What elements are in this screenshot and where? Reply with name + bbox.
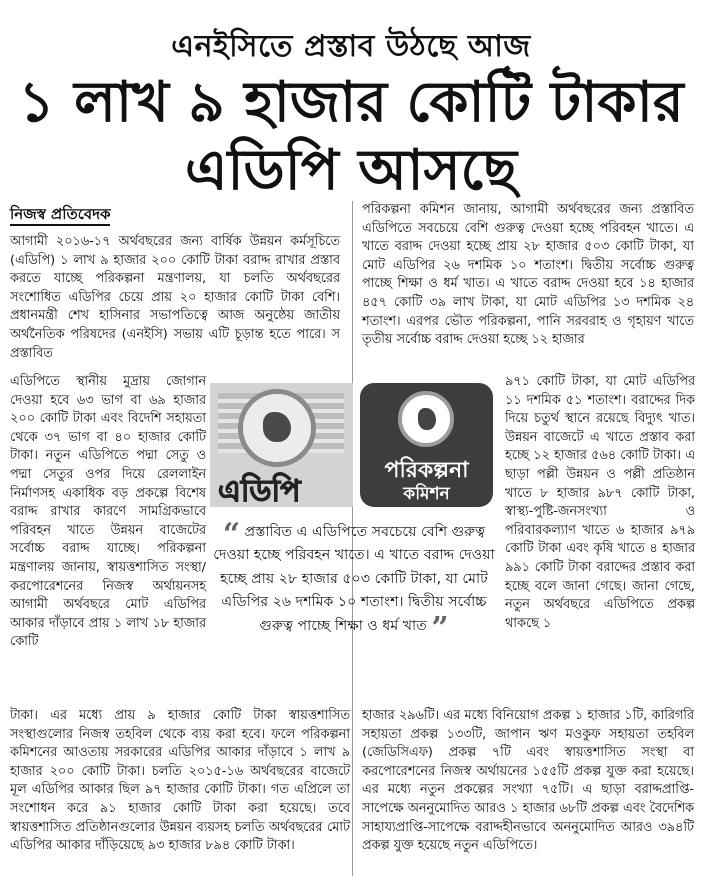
planning-commission-logo [360, 383, 493, 507]
logo-label-line2: কমিশন [403, 484, 450, 504]
headline-line1: ১ লাখ ৯ হাজার কোটি টাকার [18, 70, 684, 135]
close-quote-icon: ” [431, 610, 449, 646]
adp-photo-label: এডিপি [218, 474, 301, 507]
adp-photo [210, 383, 353, 507]
left-column-para-top: আগামী ২০১৬-১৭ অর্থবছরের জন্য বার্ষিক উন্নয়ন কর্মসূচিতে (এডিপি) ১ লাখ ৯ হাজার ২০০ কোটি টাকা বরাদ্দ রাখার প্রস্তাব করতে যাচ্ছে পরিকল্পনা মন্ত্রণালয়, যা চলতি অর্থবছরের সংশোধিত এডিপির চেয়ে প্রায় ২০ হাজার কোটি টাকা বেশি। প্রধানমন্ত্রী শেখ হাসিনার সভাপতিত্বে আজ অনুষ্ঠেয় জাতীয় অর্থনৈতিক পরিষদের (এনইসি) সভায় এটি চূড়ান্ত হতে পারে। স প্রস্তাবিত [10, 234, 340, 361]
headline-line2: এডিপি আসছে [184, 138, 518, 203]
right-column-para-mid: ৯৭১ কোটি টাকা, যা মোট এডিপির ১১ দশমিক ৫১ শতাংশ। বরাদ্দের দিক দিয়ে চতুর্থ স্থানে রয়েছে বিদ্যুৎ খাত। উন্নয়ন বাজেটে এ খাতে প্রস্তাব করা হচ্ছে ১২ হাজার ৫৬৪ কোটি টাকা। এ ছাড়া পল্লী উন্নয়ন ও পল্লী প্রতিষ্ঠান খাতে ৮ হাজার ৯৮৭ কোটি টাকা, স্বাস্থ্য-পুষ্টি-জনসংখ্যা ও পরিবারকল্যাণ খাতে ৬ হাজার ৯৭৯ কোটি টাকা এবং কৃষি খাতে ৪ হাজার ৯৯১ কোটি টাকা বরাদ্দের প্রস্তাব করা হচ্ছে বলে জানা গেছে। জানা গেছে, নতুন অর্থবছরে এডিপিতে প্রকল্প থাকছে ১ [505, 374, 695, 631]
pull-quote [210, 517, 498, 646]
byline: নিজস্ব প্রতিবেদক [10, 205, 111, 223]
open-quote-icon: “ [222, 517, 241, 552]
byline-underline [10, 224, 110, 226]
right-column-para-top: পরিকল্পনা কমিশন জানায়, আগামী অর্থবছরের জন্য প্রস্তাবিত এডিপিতে সবচেয়ে বেশি গুরুত্ব দেওয়া হচ্ছে পরিবহন খাতে। এ খাতে বরাদ্দ দেওয়া হচ্ছে প্রায় ২৮ হাজার ৫০৩ কোটি টাকা, যা মোট এডিপির ২৬ দশমিক ১০ শতাংশ। দ্বিতীয় সর্বোচ্চ গুরুত্ব পাচ্ছে শিক্ষা ও ধর্ম খাত। এ খাতে বরাদ্দ দেওয়া হবে ১৪ হাজার ৪৫৭ কোটি ৩৯ লাখ টাকা, যা মোট এডিপির ১৩ দশমিক ২৪ শতাংশ। এরপর ভৌত পরিকল্পনা, পানি সরবরাহ ও গৃহায়ণ খাতে তৃতীয় সর্বোচ্চ বরাদ্দ দেওয়া হচ্ছে ১২ হাজার [362, 202, 694, 348]
planning-commission-seal-icon [398, 391, 454, 447]
right-column-para-bottom: হাজার ২৯৬টি। এর মধ্যে বিনিয়োগ প্রকল্প ১ হাজার ১টি, কারিগরি সহায়তা প্রকল্প ১৩৩টি, জাপান ঋণ মওকুফ সহায়তা তহবিল (জেডিসিএফ) প্রকল্প ৭টি এবং স্বায়ত্তশাসিত সংস্থা বা করপোরেশনের নিজস্ব অর্থায়নের ১৫৫টি প্রকল্প যুক্ত করা হয়েছে। এর মধ্যে নতুন প্রকল্পের সংখ্যা ৭৫টি। এ ছাড়া বরাদ্দপ্রাপ্তি-সাপেক্ষে অননুমোদিত আরও ১ হাজার ৬৮টি প্রকল্প এবং বৈদেশিক সাহায্যপ্রাপ্তি-সাপেক্ষে বরাদ্দহীনভাবে অননুমোদিত আরও ৩৯৪টি প্রকল্প যুক্ত হয়েছে নতুন এডিপিতে। [362, 708, 694, 854]
government-seal-icon [238, 389, 316, 467]
logo-label-line1: পরিকল্পনা [384, 458, 469, 483]
left-column-para-bottom: টাকা। এর মধ্যে প্রায় ৯ হাজার কোটি টাকা স্বায়ত্তশাসিত সংস্থাগুলোর নিজস্ব তহবিল থেকে ব্যয় করা হবে। ফলে পরিকল্পনা কমিশনের আওতায় সরকারের এডিপির আকার দাঁড়াবে ১ লাখ ৯ হাজার ২০০ কোটি টাকা। চলতি ২০১৫-১৬ অর্থবছরের বাজেটে মূল এডিপির আকার ছিল ৯৭ হাজার কোটি টাকা। গত এপ্রিলে তা সংশোধন করে ৯১ হাজার কোটি টাকা করা হয়েছে। তবে স্বায়ত্তশাসিত প্রতিষ্ঠানগুলোর উন্নয়ন ব্যয়সহ চলতি অর্থবছরের মোট এডিপির আকার দাঁড়িয়েছে ৯৩ হাজার ৮৯৪ কোটি টাকা। [10, 708, 350, 854]
kicker: এনইসিতে প্রস্তাব উঠছে আজ [171, 29, 531, 64]
left-column-para-mid: এডিপিতে স্থানীয় মুদ্রায় জোগান দেওয়া হবে ৬৩ ভাগ বা ৬৯ হাজার ২০০ কোটি টাকা এবং বিদেশি সহায়তা থেকে ৩৭ ভাগ বা ৪০ হাজার কোটি টাকা। নতুন এডিপিতে পদ্মা সেতু ও পদ্মা সেতুর ওপর দিয়ে রেললাইন নির্মাণসহ একাধিক বড় প্রকল্পে বিশেষ বরাদ্দ রাখার কারণে সামগ্রিকভাবে পরিবহন খাতে উন্নয়ন বাজেটের সর্বোচ্চ বরাদ্দ যাচ্ছে। পরিকল্পনা মন্ত্রণালয় জানায়, স্বায়ত্তশাসিত সংস্থা/করপোরেশনের নিজস্ব অর্থায়নসহ আগামী অর্থবছরে মোট এডিপির আকার দাঁড়াবে প্রায় ১ লাখ ১৮ হাজার কোটি [10, 374, 206, 650]
pull-quote-text: প্রস্তাবিত এ এডিপিতে সবচেয়ে বেশি গুরুত্ব দেওয়া হচ্ছে পরিবহন খাতে। এ খাতে বরাদ্দ দেওয়া হচ্ছে প্রায় ২৮ হাজার ৫০৩ কোটি টাকা, যা মোট এডিপির ২৬ দশমিক ১০ শতাংশ। দ্বিতীয় সর্বোচ্চ গুরুত্ব পাচ্ছে শিক্ষা ও ধর্ম খাত [213, 524, 495, 634]
